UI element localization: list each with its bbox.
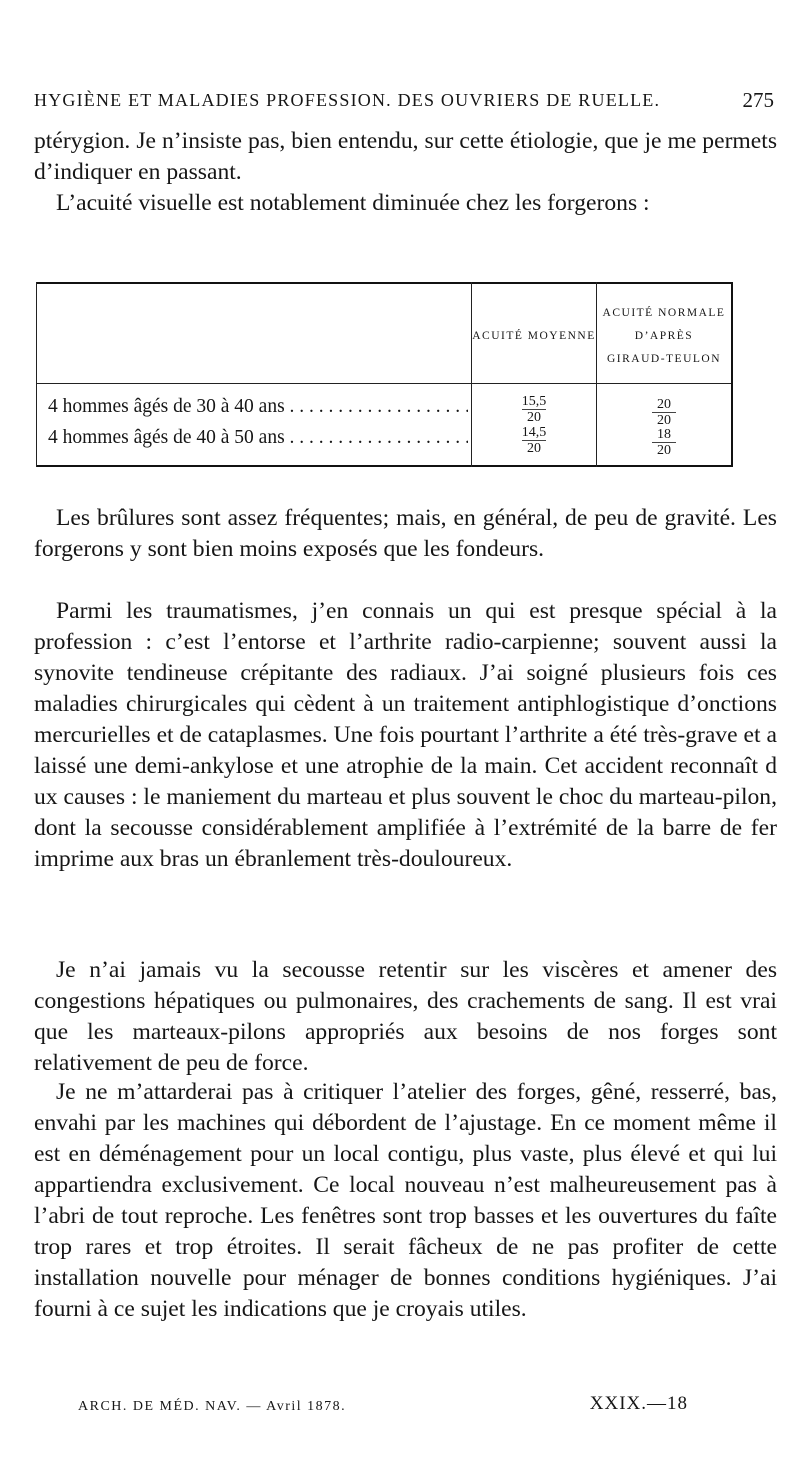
table-row-2-label: 4 hommes âgés de 40 à 50 ans . . . (48, 427, 468, 449)
running-head (34, 88, 774, 118)
header-acuite-moyenne: ACUITÉ MOYENNE (472, 330, 596, 342)
paragraph-6: Je ne m’attarderai pas à critiquer l’atelier des forges, gêné, resserré, bas, envahi par les machines qui débordent de l’ajustage. En ce moment même il est en déménagement pour un local contigu, plus vaste, plus élevé et qui lui appartiendra exclusivement. Ce local nouveau n’est malheureusement pas à l’abri de tout reproche. Les fenêtres sont trop basses et les ouvertures du faîte trop rares et trop étroites. Il serait fâcheux de ne pas profiter de cette installation nouvelle pour ménager de bonnes conditions hygiéniques. J’ai fourni à ce sujet les indications que je croyais utiles. (34, 1079, 777, 1322)
table-rule-bottom (36, 465, 731, 467)
fraction-denominator: 20 (652, 442, 676, 457)
table-border-left (36, 282, 37, 467)
header-normale-line-3: GIRAUD-TEULON (606, 353, 722, 365)
paragraph-2: L’acuité visuelle est notablement diminuée chez les forgerons : (56, 190, 650, 216)
table-row-1-normale (597, 398, 731, 427)
table-rule-middle (36, 383, 731, 384)
fraction-numerator: 20 (657, 397, 671, 412)
signature-mark: XXIX.—18 (589, 1393, 688, 1414)
table-border-right (731, 282, 733, 467)
paragraph-3: Les brûlures sont assez fréquentes; mais, en général, de peu de gravité. Les forgerons y sont bien moins exposés que les fondeurs. (34, 505, 777, 562)
header-normale-line-1: ACUITÉ NORMALE (602, 307, 726, 319)
fraction-denominator: 20 (522, 409, 546, 424)
fraction-denominator: 20 (652, 412, 676, 427)
table-row-2-normale (597, 428, 731, 457)
header-normale-line-2: D’APRÈS (634, 330, 694, 342)
table-row-1-moyenne (472, 395, 596, 424)
paragraph-5: Je n’ai jamais vu la secousse retentir sur les viscères et amener des congestions hépatiques ou pulmonaires, des crachements de sang. Il est vrai que les marteaux-pilons appropriés aux besoins de nos forges sont relativement de peu de force. (34, 957, 777, 1076)
page-number: 275 (742, 88, 774, 112)
acuity-table (36, 282, 735, 470)
paragraph-4: Parmi les traumatismes, j’en connais un qui est presque spécial à la profession : c’est l’entorse et l’arthrite radio-carpienne; souvent aussi la synovite tendineuse crépitante des radiaux. J’ai soigné plusieurs fois ces maladies chirurgicales qui cèdent à un traitement antiphlogistique d’onctions mercurielles et de cataplasmes. Une fois pourtant l’arthrite a été très-grave et a laissé une demi-ankylose et une atrophie de la main. Cet accident reconnaît d ux causes : le maniement du marteau et plus souvent le choc du marteau-pilon, dont la secousse considérablement amplifiée à l’extrémité de la barre de fer imprime aux bras un ébranlement très-douloureux. (34, 598, 777, 872)
fraction-numerator: 14,5 (521, 425, 547, 440)
table-row-1-label: 4 hommes âgés de 30 à 40 ans . . . (48, 396, 468, 418)
table-row-2-moyenne (472, 426, 596, 455)
header-acuite-normale (597, 302, 731, 371)
fraction-denominator: 20 (522, 440, 546, 455)
fraction-numerator: 18 (657, 427, 671, 442)
journal-reference: ARCH. DE MÉD. NAV. — Avril 1878. (78, 1399, 347, 1414)
table-rule-top (36, 282, 731, 284)
paragraph-1: ptérygion. Je n’insiste pas, bien entendu, sur cette étiologie, que je me permets d’indiquer en passant. (34, 128, 777, 185)
page-footer (78, 1393, 688, 1423)
fraction-numerator: 15,5 (521, 394, 547, 409)
running-title: HYGIÈNE ET MALADIES PROFESSION. DES OUVRIERS DE RUELLE. (34, 90, 661, 110)
